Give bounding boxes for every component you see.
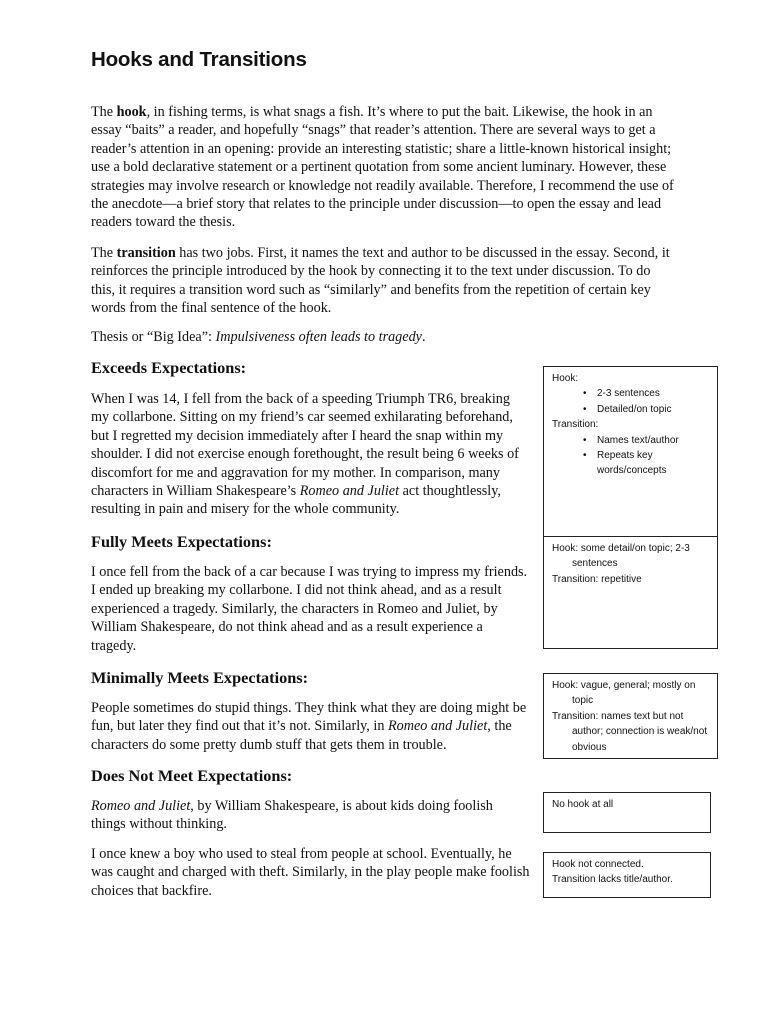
heading-minimally-meets: Minimally Meets Expectations:	[91, 668, 309, 687]
transition-term: transition	[116, 245, 176, 261]
example-fully-meets: I once fell from the back of a car because I was trying to impress my friends. I ended up breaking my collarbone. I did not think ahead, and as a result experienced a tragedy. Similarly, the characters in Romeo and Juliet, by William Shakespeare, do not think ahead and as a result experience a tragedy.	[91, 564, 528, 654]
example-does-not-meet-1	[91, 797, 531, 834]
example-minimally-a: People sometimes do stupid things. They think what they are doing might be fun, but later they find out that it’s not. Similarly, in	[91, 700, 527, 735]
comment-exceeds-transition-list	[552, 433, 709, 479]
comment-exceeds-hook-list	[552, 386, 709, 417]
thesis-text: Impulsiveness often leads to tragedy	[215, 329, 422, 345]
thesis-label: Thesis or “Big Idea”:	[91, 329, 216, 345]
comment-fully-transition: Transition: repetitive	[552, 573, 642, 585]
hook-paragraph	[91, 103, 676, 232]
hook-lead: The	[91, 104, 117, 120]
comment-no-hook: No hook at all	[552, 799, 614, 810]
comment-minimally-meets	[543, 673, 718, 759]
comment-does-not-meet-1	[543, 792, 711, 833]
comment-minimally-hook: Hook: vague, general; mostly on topic	[552, 680, 696, 707]
comment-exceeds-hook-label: Hook:	[552, 373, 579, 384]
heading-exceeds: Exceeds Expectations:	[91, 358, 247, 377]
comment-fully-meets	[543, 536, 718, 649]
comment-transition-lacks: Transition lacks title/author.	[552, 874, 673, 886]
hook-text: , in fishing terms, is what snags a fish. It’s where to put the bait. Likewise, the hook in an essay “baits” a reader, and hopefully “snags” that reader’s attention. There are several ways to get a reader’s attention in an opening: provide an interesting statistic; share a little-known historical insight; use a bold declarative statement or a pertinent quotation from some ancient luminary. However, these strategies may involve research or knowledge not readily available. Therefore, I recommend the use of the anecdote—a brief story that relates to the principle under discussion—to open the essay and lead readers toward the thesis.	[91, 104, 674, 231]
transition-text: has two jobs. First, it names the text and author to be discussed in the essay. Second, it reinforces the principle introduced by the hook by connecting it to the text under discussion. To do this, it requires a transition word such as “similarly” and benefits from the repetition of certain key words from the final sentence of the hook.	[91, 245, 670, 317]
thesis-line	[91, 328, 676, 346]
heading-does-not-meet: Does Not Meet Expectations:	[91, 766, 293, 785]
comment-fully-hook: Hook: some detail/on topic; 2-3 sentences	[552, 543, 690, 570]
example-does-not-title: Romeo and Juliet	[91, 798, 191, 814]
example-minimally-meets	[91, 699, 531, 754]
transition-lead: The	[91, 245, 117, 261]
example-exceeds-a: When I was 14, I fell from the back of a speeding Triumph TR6, breaking my collarbone. Sitting on my friend’s car seemed exhilarating beforehand, but I regretted my decision immediately after I heard the snap within my shoulder. I did not exercise enough forethought, the result being 6 weeks of discomfort for me and aggravation for my mother. In comparison, many characters in William Shakespeare’s	[91, 391, 519, 500]
transition-paragraph	[91, 244, 676, 318]
example-exceeds-b: act thoughtlessly, resulting in pain and misery for the whole community.	[91, 483, 501, 518]
comment-minimally-transition: Transition: names text but not author; connection is weak/not obvious	[552, 710, 708, 753]
example-minimally-title: Romeo and Juliet	[387, 718, 488, 735]
thesis-end: .	[421, 329, 426, 345]
example-does-not-1-text: , by William Shakespeare, is about kids doing foolish things without thinking.	[91, 798, 493, 833]
comment-does-not-meet-2	[543, 852, 711, 898]
example-minimally-b: , the characters do some pretty dumb stuff that gets them in trouble.	[91, 718, 512, 753]
comment-exceeds-hook-item: • Detailed/on topic	[597, 402, 709, 417]
heading-fully-meets: Fully Meets Expectations:	[91, 532, 272, 551]
comment-hook-not-connected: Hook not connected.	[552, 859, 644, 870]
example-exceeds	[91, 390, 531, 519]
page-title: Hooks and Transitions	[91, 48, 307, 71]
comment-exceeds	[543, 366, 718, 537]
comment-exceeds-transition-item: • Repeats key words/concepts	[597, 448, 709, 479]
comment-exceeds-transition-item: • Names text/author	[597, 433, 709, 448]
example-exceeds-title: Romeo and Juliet	[299, 483, 400, 500]
comment-exceeds-hook-item: • 2-3 sentences	[597, 386, 709, 401]
hook-term: hook	[116, 104, 147, 120]
comment-exceeds-transition-label: Transition:	[552, 419, 599, 431]
example-does-not-meet-2: I once knew a boy who used to steal from people at school. Eventually, he was caught and charged with theft. Similarly, in the play people make foolish choices that backfire.	[91, 846, 530, 899]
